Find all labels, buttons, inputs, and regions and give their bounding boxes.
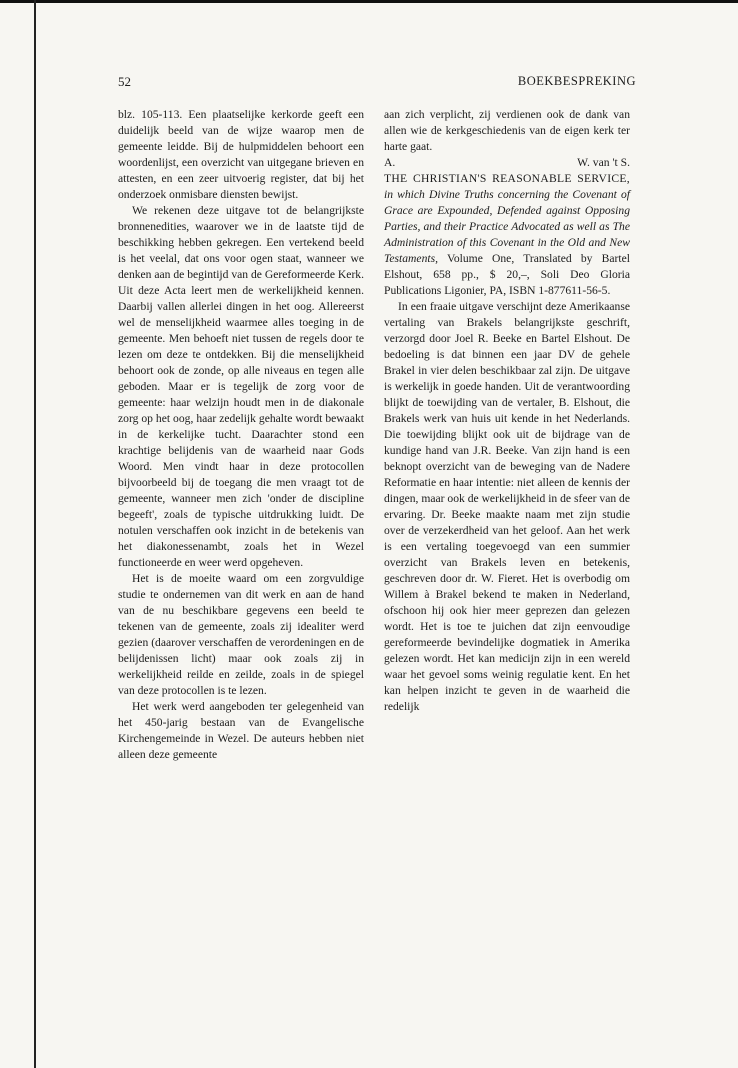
scan-border-left — [34, 0, 36, 1068]
left-column — [118, 107, 364, 763]
running-head: BOEKBESPREKING — [517, 74, 636, 88]
paragraph: aan zich verplicht, zij verdienen ook de dank van allen wie de kerkgeschiedenis van de eigen kerk ter harte gaat. — [384, 108, 630, 153]
paragraph: Het werk werd aangeboden ter gelegenheid van het 450-jarig bestaan van de Evangelische Kirchengemeinde in Wezel. De auteurs hebben niet alleen deze gemeente — [118, 700, 364, 761]
page-number: 52 — [118, 74, 131, 89]
book-title: THE CHRISTIAN'S REASONABLE SERVICE, — [384, 172, 630, 185]
signature-initial: A. — [384, 156, 396, 169]
book-details: Volume One, Translated by Bartel Elshout, 658 pp., $ 20,–, Soli Deo Gloria Publications Ligonier, PA, ISBN 1-877611-56-5. — [384, 252, 630, 297]
book-reference — [384, 171, 630, 299]
right-column — [384, 107, 630, 715]
paragraph: Het is de moeite waard om een zorgvuldige studie te ondernemen van dit werk en aan de hand van de nu beschikbare gegevens een beeld te tekenen van de gemeente, zoals zij idealiter werd gezien (daarover verschaffen de verordeningen en de belijdenissen licht) maar ook zoals zij in werkelijkheid reilde en zeilde, zoals in de spiegel van deze protocollen is te lezen. — [118, 572, 364, 697]
paragraph: We rekenen deze uitgave tot de belangrijkste bronnenedities, waarover we in de laatste tijd de beschikking hebben gekregen. Een vertekend beeld is het veelal, dat ons voor ogen staat, wanneer we denken aan de begintijd van de Gereformeerde Kerk. Uit deze Acta leert men de werkelijkheid kennen. Daarbij vallen allerlei dingen in het oog. Allereerst wel de menselijkheid waarmee alles toeging in de gemeente. Men behoeft niet tussen de regels door te lezen om deze te ontdekken. Bij die menselijkheid behoort ook de zonde, op alle niveaus en tegen alle geboden. Maar er is tegelijk de zorg voor de gemeente: haar welzijn houdt men in de diakonale zorg op het oog, haar zedelijk gehalte wordt bewaakt in de kerkelijke tucht. Daarachter stond een krachtige belijdenis van de waarheid naar Gods Woord. Men vindt haar in deze protocollen bijvoorbeeld bij de toegang die men vraagt tot de gemeente, wanneer men zich 'onder de discipline begeeft', zoals de typische uitdrukking luidt. De notulen verschaffen ook inzicht in de betekenis van het diakonessenambt, zoals het in Wezel functioneerde en weer werd opgeheven. — [118, 204, 364, 569]
paragraph: blz. 105-113. Een plaatselijke kerkorde geeft een duidelijk beeld van de wijze waarop men de gemeente leidde. Bij de hulpmiddelen behoort een woordenlijst, een overzicht van uitgegane brieven en attesten, en een zeer uitvoerig register, dat bij het onderzoek onmisbare diensten bewijst. — [118, 108, 364, 201]
book-subtitle: in which Divine Truths concerning the Covenant of Grace are Expounded, Defended against Opposing Parties, and their Practice Advocated as well as The Administration of this Covenant in the Old and New Testaments, — [384, 188, 630, 265]
review-signature — [384, 155, 630, 171]
signature-author: W. van 't S. — [577, 156, 630, 169]
scan-border-top — [0, 0, 738, 3]
paragraph: In een fraaie uitgave verschijnt deze Amerikaanse vertaling van Brakels belangrijkste geschrift, verzorgd door Joel R. Beeke en Bartel Elshout. De bedoeling is dat binnen een jaar DV de gehele Brakel in vier delen beschikbaar zal zijn. De uitgave is werkelijk in goede handen. Uit de verantwoording blijkt de toewijding van de vertaler, B. Elshout, die Brakels werk van huis uit kende in het Nederlands. Die toewijding blijkt ook uit de bijdrage van de kundige hand van J.R. Beeke. Van zijn hand is een beknopt overzicht van de beweging van de Nadere Reformatie en haar intentie: niet alleen de kennis der dingen, maar ook de werkelijkheid in de sfeer van de ervaring. Dr. Beeke maakte naam met zijn studie over de verzekerdheid van het geloof. Aan het werk is een vertaling toegevoegd van een summier overzicht van Brakels leven en betekenis, geschreven door dr. W. Fieret. Het is overbodig om Willem à Brakel bekend te maken in Nederland, ofschoon hij ook hier meer geprezen dan gelezen wordt. Het is toe te juichen dat zijn eenvoudige gereformeerde bevindelijke dogmatiek in Amerika gelezen wordt. Het kan medicijn zijn in een wereld waar het gevoel soms weinig regulatie kent. En het kan helpen inzicht te geven in de waarheid die redelijk — [384, 300, 630, 713]
